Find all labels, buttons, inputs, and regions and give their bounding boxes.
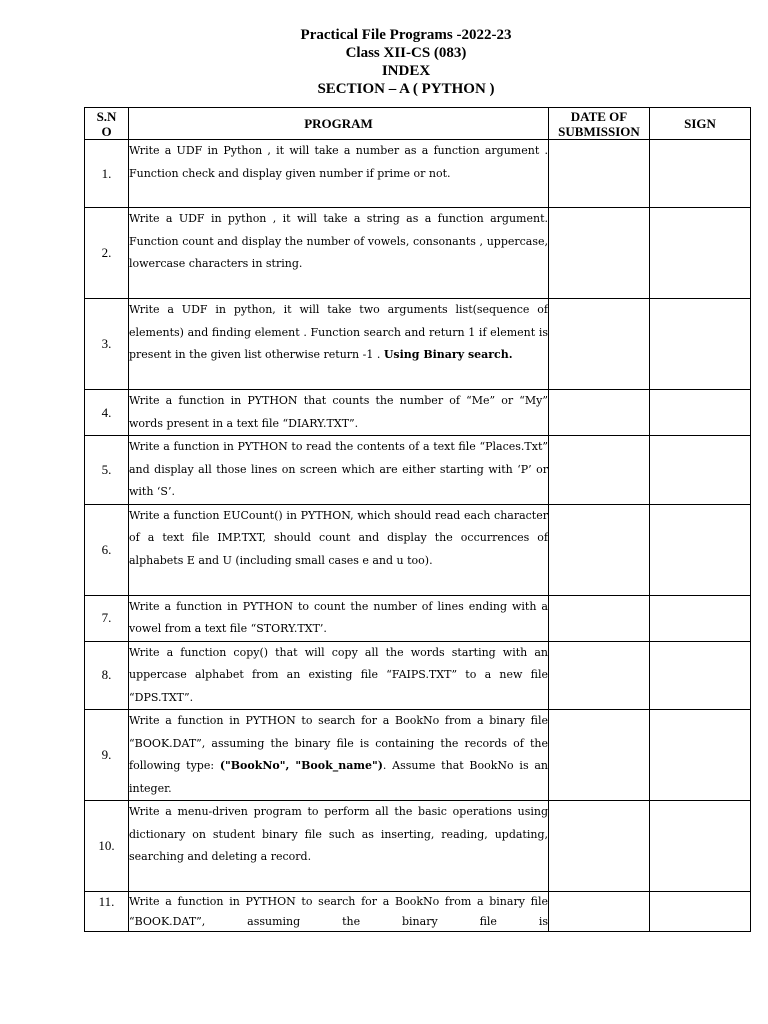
program-description: Write a UDF in Python , it will take a number as a function argument . Function check and display given number if prime or not.: [129, 140, 549, 208]
row-number: 4.: [85, 390, 129, 436]
date-of-submission-cell: [549, 208, 650, 299]
column-header-sign: SIGN: [650, 108, 751, 140]
table-row: [85, 208, 751, 299]
page-header: [0, 26, 768, 98]
date-of-submission-cell: [549, 140, 650, 208]
row-number: 3.: [85, 299, 129, 390]
date-of-submission-cell: [549, 595, 650, 641]
date-of-submission-cell: [549, 436, 650, 505]
sign-cell: [650, 595, 751, 641]
table-row: [85, 892, 751, 932]
sign-cell: [650, 390, 751, 436]
table-row: [85, 140, 751, 208]
row-number: 1.: [85, 140, 129, 208]
program-description: Write a function in PYTHON to search for a BookNo from a binary file “BOOK.DAT”, assuming the binary file is: [129, 892, 549, 932]
date-of-submission-cell: [549, 390, 650, 436]
program-description: Write a function in PYTHON that counts the number of “Me” or “My” words present in a text file “DIARY.TXT”.: [129, 390, 549, 436]
section-heading: SECTION – A ( PYTHON ): [317, 81, 495, 97]
table-row: [85, 504, 751, 595]
program-description: Write a UDF in python, it will take two arguments list(sequence of elements) and finding element . Function search and return 1 if element is present in the given list otherwise return -1 . Using Binary search.: [129, 299, 549, 390]
date-of-submission-cell: [549, 710, 650, 801]
sign-cell: [650, 641, 751, 710]
program-description: Write a function copy() that will copy all the words starting with an uppercase alphabet from an existing file “FAIPS.TXT” to a new file “DPS.TXT”.: [129, 641, 549, 710]
sign-cell: [650, 710, 751, 801]
row-number: 2.: [85, 208, 129, 299]
table-row: [85, 299, 751, 390]
table-row: [85, 710, 751, 801]
sign-cell: [650, 436, 751, 505]
date-of-submission-cell: [549, 801, 650, 892]
sign-cell: [650, 299, 751, 390]
program-description: Write a function EUCount() in PYTHON, which should read each character of a text file IMP.TXT, should count and display the occurrences of alphabets E and U (including small cases e and u too).: [129, 504, 549, 595]
column-header-sno: S.N O: [85, 108, 129, 140]
row-number: 9.: [85, 710, 129, 801]
document-title: Practical File Programs -2022-23: [300, 27, 512, 43]
sign-cell: [650, 140, 751, 208]
date-of-submission-cell: [549, 504, 650, 595]
row-number: 6.: [85, 504, 129, 595]
program-description: Write a function in PYTHON to count the number of lines ending with a vowel from a text file “STORY.TXT’.: [129, 595, 549, 641]
table-row: [85, 595, 751, 641]
row-number: 8.: [85, 641, 129, 710]
row-number: 11.: [85, 892, 129, 932]
date-of-submission-cell: [549, 641, 650, 710]
row-number: 7.: [85, 595, 129, 641]
date-of-submission-cell: [549, 299, 650, 390]
column-header-program: PROGRAM: [129, 108, 549, 140]
table-row: [85, 641, 751, 710]
row-number: 10.: [85, 801, 129, 892]
program-index-table: [84, 107, 751, 932]
table-header-row: [85, 108, 751, 140]
sign-cell: [650, 208, 751, 299]
row-number: 5.: [85, 436, 129, 505]
table-row: [85, 801, 751, 892]
sign-cell: [650, 892, 751, 932]
program-description: Write a function in PYTHON to search for a BookNo from a binary file “BOOK.DAT”, assuming the binary file is containing the records of the following type: ("BookNo", "Book_name"). Assume that BookNo is an integer.: [129, 710, 549, 801]
date-of-submission-cell: [549, 892, 650, 932]
class-label: Class XII-CS (083): [345, 45, 467, 61]
column-header-date: DATE OF SUBMISSION: [549, 108, 650, 140]
table-row: [85, 390, 751, 436]
index-heading: INDEX: [381, 63, 431, 79]
sign-cell: [650, 504, 751, 595]
program-description: Write a menu-driven program to perform all the basic operations using dictionary on student binary file such as inserting, reading, updating, searching and deleting a record.: [129, 801, 549, 892]
sign-cell: [650, 801, 751, 892]
table-row: [85, 436, 751, 505]
program-description: Write a function in PYTHON to read the contents of a text file “Places.Txt” and display all those lines on screen which are either starting with ‘P’ or with ‘S’.: [129, 436, 549, 505]
program-description: Write a UDF in python , it will take a string as a function argument. Function count and display the number of vowels, consonants , uppercase, lowercase characters in string.: [129, 208, 549, 299]
